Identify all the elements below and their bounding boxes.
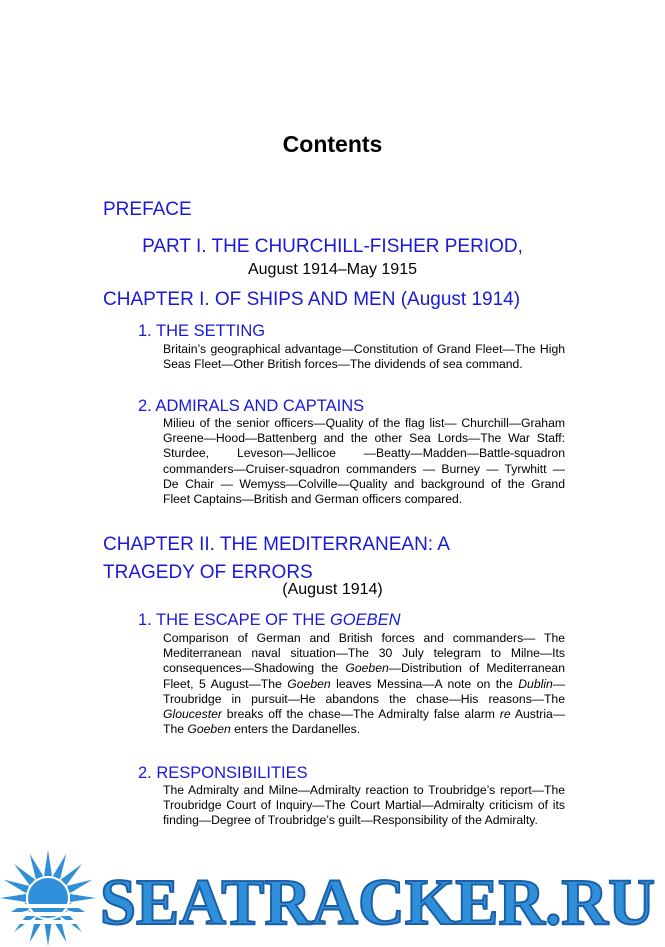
summary-text: —Distribution of Mediterranean Fleet, 5 August—The bbox=[163, 661, 565, 691]
part-1-dates: August 1914–May 1915 bbox=[247, 261, 417, 278]
ship-name: Gloucester bbox=[163, 707, 222, 722]
chapter-2-dates: (August 1914) bbox=[282, 581, 383, 598]
ship-name: Goeben bbox=[187, 722, 231, 737]
summary-text: Austria—The bbox=[163, 707, 565, 737]
ship-name: Goeben bbox=[287, 676, 331, 691]
summary-text: enters the Dardanelles. bbox=[230, 722, 361, 737]
latin-word: re bbox=[499, 707, 511, 722]
toc-link-part-1[interactable]: PART I. THE CHURCHILL-FISHER PERIOD, bbox=[142, 236, 523, 257]
chapter-2-title-line-1: CHAPTER II. THE MEDITERRANEAN: A bbox=[103, 534, 450, 555]
summary-text: Comparison of German and British forces and commanders— The Mediterranean naval situation—The 30 July telegram to Milne—Its consequences—Shadowing the bbox=[163, 631, 565, 676]
summary-text: breaks off the chase—The Admiralty false alarm bbox=[221, 707, 500, 722]
ship-name: Dublin bbox=[518, 676, 553, 691]
ch2-section-2-summary: The Admiralty and Milne—Admiralty reaction to Troubridge’s report—The Troubridge Court of Inquiry—The Court Martial—Admiralty criticism of its finding—Degree of Troubridge’s guilt—Responsibility of the Admiralty. bbox=[163, 783, 565, 828]
page-title: Contents bbox=[282, 131, 383, 157]
toc-link-ch2-section-2[interactable]: 2. RESPONSIBILITIES bbox=[138, 764, 308, 782]
toc-link-ch2-section-1[interactable] bbox=[138, 611, 401, 630]
watermark-text: SEATRACKER.RU bbox=[100, 866, 655, 939]
sun-icon bbox=[0, 850, 96, 946]
toc-link-ch1-section-2[interactable]: 2. ADMIRALS AND CAPTAINS bbox=[138, 397, 365, 415]
toc-link-chapter-1[interactable]: CHAPTER I. OF SHIPS AND MEN (August 1914) bbox=[103, 289, 521, 310]
ch1-section-2-summary: Milieu of the senior officers—Quality of the flag list— Churchill—Graham Greene—Hood—Battenberg and the other Sea Lords—The War Staff: Sturdee, Leveson—Jellicoe —Beatty—Madden—Battle-squadron commanders—Cruiser-squadron commanders — Burney — Tyrwhitt — De Chair — Wemyss—Colville—Quality and background of the Grand Fleet Captains—British and German officers compared. bbox=[163, 416, 565, 507]
toc-link-ch1-section-1[interactable]: 1. THE SETTING bbox=[138, 322, 266, 340]
toc-link-preface[interactable]: PREFACE bbox=[103, 199, 192, 220]
chapter-2-title-line-2: TRAGEDY OF ERRORS bbox=[103, 562, 313, 583]
ch2-section-1-title-prefix: 1. THE ESCAPE OF THE bbox=[138, 611, 330, 629]
summary-text: —Troubridge in pursuit—He abandons the chase—His reasons—The bbox=[163, 676, 565, 706]
watermark bbox=[0, 846, 665, 947]
ch2-section-1-title-ship: GOEBEN bbox=[329, 611, 401, 629]
ch2-section-1-summary bbox=[163, 631, 565, 737]
summary-text: leaves Messina—A note on the bbox=[330, 676, 519, 691]
ch1-section-1-summary: Britain’s geographical advantage—Constitution of Grand Fleet—The High Seas Fleet—Other British forces—The dividends of sea command. bbox=[163, 342, 565, 372]
toc-link-chapter-2[interactable] bbox=[103, 531, 450, 587]
ship-name: Goeben bbox=[345, 661, 389, 676]
